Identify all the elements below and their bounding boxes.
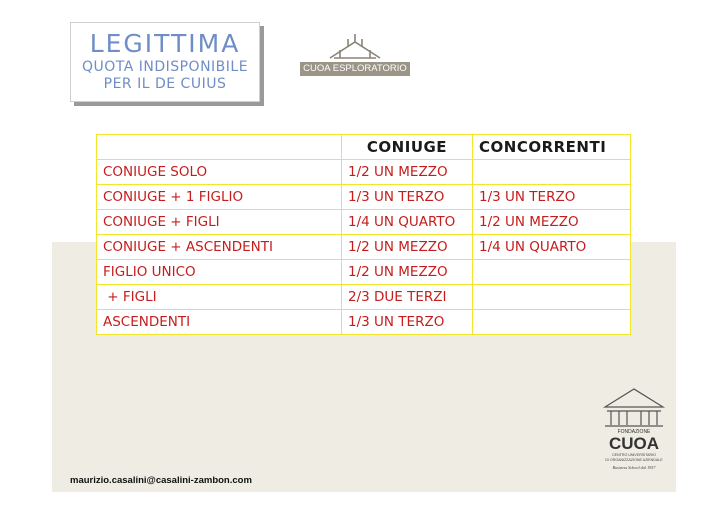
row-concorrenti-share (473, 310, 631, 335)
header-concorrenti: CONCORRENTI (473, 135, 631, 160)
title-subtitle-line2: PER IL DE CUIUS (103, 76, 227, 92)
cuoa-logo-line3: CENTRO UNIVERSITARIO (612, 453, 656, 457)
row-concorrenti-share: 1/3 UN TERZO (473, 185, 631, 210)
row-coniuge-share: 1/3 UN TERZO (342, 310, 473, 335)
cuoa-esploratorio-logo (296, 30, 414, 86)
title-subtitle-line1: QUOTA INDISPONIBILE (81, 59, 249, 75)
table-row (97, 210, 631, 235)
cuoa-logo-line2: CUOA (608, 434, 660, 453)
row-concorrenti-share (473, 160, 631, 185)
row-concorrenti-share (473, 285, 631, 310)
table-row (97, 185, 631, 210)
legittima-table (96, 134, 631, 335)
table-row (97, 235, 631, 260)
cuoa-logo-line1: FONDAZIONE (617, 429, 651, 435)
header-coniuge: CONIUGE (342, 135, 473, 160)
row-label: CONIUGE + ASCENDENTI (97, 235, 342, 260)
row-coniuge-share: 1/2 UN MEZZO (342, 235, 473, 260)
row-concorrenti-share: 1/4 UN QUARTO (473, 235, 631, 260)
cuoa-logo-line5: Business School dal 1957 (612, 465, 656, 470)
table-row (97, 260, 631, 285)
table-row (97, 160, 631, 185)
row-coniuge-share: 1/3 UN TERZO (342, 185, 473, 210)
header-empty-cell (97, 135, 342, 160)
cuoa-logo-line4: DI ORGANIZZAZIONE AZIENDALE (605, 458, 663, 462)
row-label: ASCENDENTI (97, 310, 342, 335)
cuoa-esploratorio-logo-text: CUOA ESPLORATORIO (300, 62, 410, 76)
row-coniuge-share: 1/2 UN MEZZO (342, 260, 473, 285)
title-main: LEGITTIMA (89, 29, 241, 58)
footer-email: maurizio.casalini@casalini-zambon.com (70, 475, 252, 486)
row-coniuge-share: 1/4 UN QUARTO (342, 210, 473, 235)
row-concorrenti-share (473, 260, 631, 285)
row-coniuge-share: 1/2 UN MEZZO (342, 160, 473, 185)
row-label: CONIUGE + FIGLI (97, 210, 342, 235)
row-label: CONIUGE SOLO (97, 160, 342, 185)
fondazione-cuoa-logo (597, 385, 671, 475)
row-coniuge-share: 2/3 DUE TERZI (342, 285, 473, 310)
row-label: FIGLIO UNICO (97, 260, 342, 285)
table-header-row (97, 135, 631, 160)
table-row (97, 285, 631, 310)
row-label: CONIUGE + 1 FIGLIO (97, 185, 342, 210)
table-row (97, 310, 631, 335)
row-concorrenti-share: 1/2 UN MEZZO (473, 210, 631, 235)
title-box (70, 22, 260, 102)
row-label: + FIGLI (97, 285, 342, 310)
